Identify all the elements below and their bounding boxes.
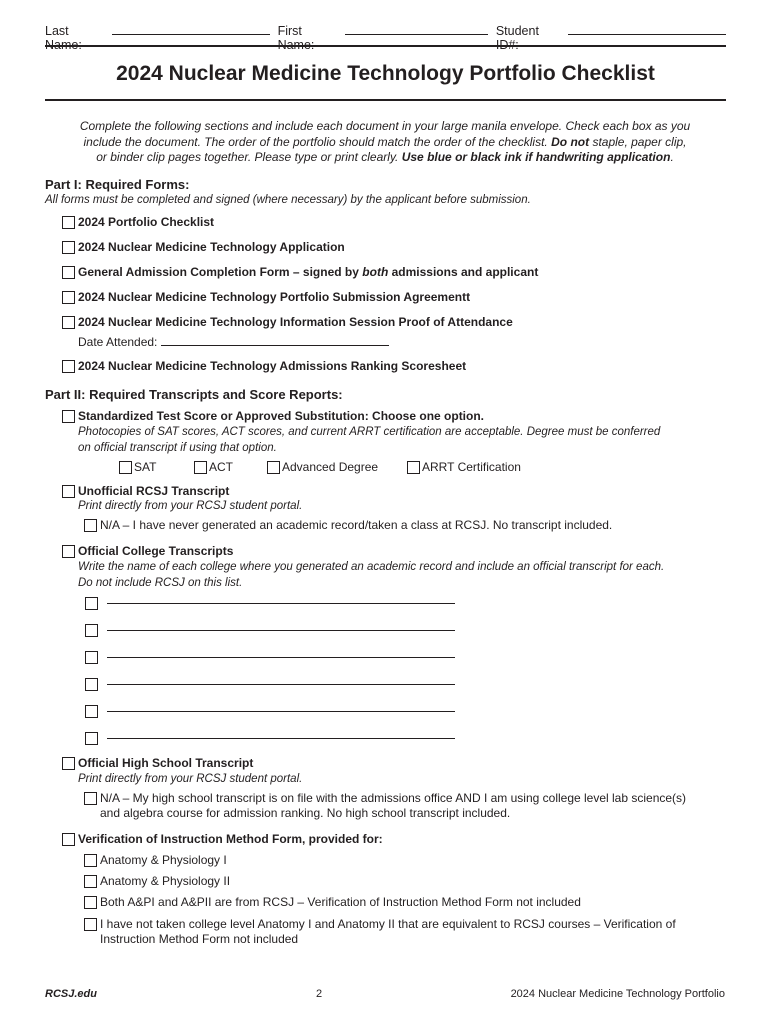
highschool-na-option[interactable] [84,791,686,821]
option-advanced-degree[interactable] [267,460,378,474]
student-info-header [45,24,726,52]
footer-site: RCSJ.edu [45,988,97,1000]
option-label: N/A – I have never generated an academic record/taken a class at RCSJ. No transcript included. [100,518,613,532]
item-label: 2024 Portfolio Checklist [78,215,215,229]
checkbox[interactable] [62,410,75,423]
part-1-heading: Part I: Required Forms: [45,177,190,192]
header-divider [45,45,726,47]
college-entry-row[interactable] [85,732,455,745]
note-line: Do not include RCSJ on this list. [78,576,243,589]
college-name-field[interactable] [107,738,255,739]
option-line: I have not taken college level Anatomy I and Anatomy II that are equivalent to RCSJ courses – Verification of [100,917,676,931]
college-name-field[interactable] [107,603,255,604]
instructions [60,119,710,166]
instructions-text: or binder clip pages together. Please type or print clearly. [96,150,402,165]
verification-option-ap1[interactable] [84,853,227,868]
option-label: SAT [134,460,157,474]
option-label: Both A&PI and A&PII are from RCSJ – Verification of Instruction Method Form not included [100,895,581,909]
option-sat[interactable] [119,460,156,474]
checklist-item-standardized[interactable] [62,409,484,423]
item-label: Verification of Instruction Method Form, provided for: [78,832,383,846]
instructions-line-3 [60,150,710,166]
instructions-text: staple, paper clip, [589,134,687,149]
rcsj-note: Print directly from your RCSJ student portal. [78,500,303,512]
item-label: 2024 Nuclear Medicine Technology Admissions Ranking Scoresheet [78,359,467,373]
checkbox[interactable] [62,485,75,498]
checkbox[interactable] [85,651,98,664]
option-label: ACT [209,460,233,474]
highschool-note: Print directly from your RCSJ student portal. [78,773,303,785]
college-name-field[interactable] [107,684,255,685]
checkbox[interactable] [194,461,207,474]
first-name-field[interactable] [345,24,488,35]
student-id-label: Student ID#: [495,24,539,52]
checkbox[interactable] [85,624,98,637]
item-label: 2024 Nuclear Medicine Technology Application [78,240,345,254]
checkbox[interactable] [62,545,75,558]
date-attended-field[interactable] [161,335,389,346]
college-name-field[interactable] [107,630,255,631]
checklist-item[interactable] [62,265,538,279]
instructions-emphasis: Use blue or black ink if handwriting application [401,150,671,165]
note-line: Photocopies of SAT scores, ACT scores, and current ARRT certification are acceptable. Degree must be conferred [78,426,661,438]
checkbox[interactable] [267,461,280,474]
option-act[interactable] [194,460,233,474]
last-name-label: Last Name: [45,24,82,52]
note-line: on official transcript if using that option. [78,441,277,454]
college-entry-row[interactable] [85,624,455,637]
part-2-heading: Part II: Required Transcripts and Score Reports: [45,387,343,402]
college-name-field[interactable] [255,711,455,712]
checklist-item[interactable] [62,215,214,229]
checklist-item[interactable] [62,290,470,304]
college-name-field[interactable] [255,684,455,685]
option-line: Instruction Method Form not included [100,932,299,946]
college-note [78,560,664,591]
college-name-field[interactable] [255,630,455,631]
standardized-note [78,425,660,456]
checkbox[interactable] [84,792,97,805]
checkbox[interactable] [62,360,75,373]
note-line: Write the name of each college where you generated an academic record and include an official transcript for each. [78,561,665,573]
verification-option-both[interactable] [84,895,581,910]
option-label: Advanced Degree [282,460,379,474]
instructions-text: . [670,150,674,165]
instructions-emphasis: Do not [551,134,590,149]
instructions-line-2 [60,135,710,151]
checkbox[interactable] [84,918,97,931]
item-label: Official College Transcripts [78,544,234,558]
checkbox[interactable] [84,875,97,888]
item-emphasis: both [362,265,389,279]
option-line: and algebra course for admission ranking. No high school transcript included. [100,806,511,820]
college-name-field[interactable] [255,738,455,739]
date-attended-row [78,335,389,349]
item-text: admissions and applicant [388,265,539,279]
checkbox[interactable] [62,266,75,279]
checkbox[interactable] [62,291,75,304]
checkbox[interactable] [84,854,97,867]
part-1-subtitle: All forms must be completed and signed (where necessary) by the applicant before submission. [45,194,531,206]
checkbox[interactable] [84,896,97,909]
college-entry-row[interactable] [85,705,455,718]
page-number: 2 [316,988,323,1000]
college-entry-row[interactable] [85,651,455,664]
footer-doc-title: 2024 Nuclear Medicine Technology Portfolio [510,988,725,1000]
checkbox[interactable] [62,757,75,770]
item-label: Unofficial RCSJ Transcript [78,484,230,498]
checklist-item[interactable] [62,359,466,373]
date-attended-label: Date Attended: [78,335,158,349]
option-arrt-certification[interactable] [407,460,521,474]
college-entry-row[interactable] [85,597,455,610]
option-label [100,917,676,947]
checkbox[interactable] [84,519,97,532]
option-line: N/A – My high school transcript is on file with the admissions office AND I am using college level lab science(s) [100,791,687,805]
checkbox[interactable] [407,461,420,474]
college-entry-row[interactable] [85,678,455,691]
college-name-field[interactable] [107,657,255,658]
student-id-field[interactable] [568,24,726,35]
checkbox[interactable] [62,833,75,846]
page-title: 2024 Nuclear Medicine Technology Portfolio Checklist [116,62,655,85]
last-name-field[interactable] [112,24,270,35]
checkbox[interactable] [62,241,75,254]
title-divider [45,99,726,101]
first-name-label: First Name: [277,24,315,52]
checklist-item-highschool[interactable] [62,756,253,770]
checkbox[interactable] [62,216,75,229]
college-name-field[interactable] [255,603,455,604]
checkbox[interactable] [62,316,75,329]
college-name-field[interactable] [255,657,455,658]
verification-option-ap2[interactable] [84,874,230,889]
checkbox[interactable] [85,678,98,691]
item-label: Official High School Transcript [78,756,254,770]
option-label [100,791,686,821]
checklist-item-college[interactable] [62,544,233,558]
option-label: ARRT Certification [422,460,521,474]
checkbox[interactable] [85,597,98,610]
checkbox[interactable] [85,732,98,745]
option-label: Anatomy & Physiology I [100,853,227,867]
option-label: Anatomy & Physiology II [100,874,231,888]
checkbox[interactable] [119,461,132,474]
instructions-text: include the document. The order of the portfolio should match the order of the checklist. [83,134,552,149]
checklist-item[interactable] [62,315,513,329]
verification-option-none[interactable] [84,917,676,947]
checklist-item-rcsj[interactable] [62,484,229,498]
college-name-field[interactable] [107,711,255,712]
item-label: Standardized Test Score or Approved Substitution: Choose one option. [78,409,485,423]
item-label: 2024 Nuclear Medicine Technology Portfolio Submission Agreementt [78,290,471,304]
checkbox[interactable] [85,705,98,718]
instructions-line-1: Complete the following sections and include each document in your large manila envelope. Check each box as you [79,119,691,133]
rcsj-na-option[interactable] [84,518,612,533]
checklist-item[interactable] [62,240,345,254]
item-text: General Admission Completion Form – signed by [78,265,363,279]
item-label [78,265,538,279]
checklist-item-verification[interactable] [62,832,383,846]
item-label: 2024 Nuclear Medicine Technology Information Session Proof of Attendance [78,315,513,329]
